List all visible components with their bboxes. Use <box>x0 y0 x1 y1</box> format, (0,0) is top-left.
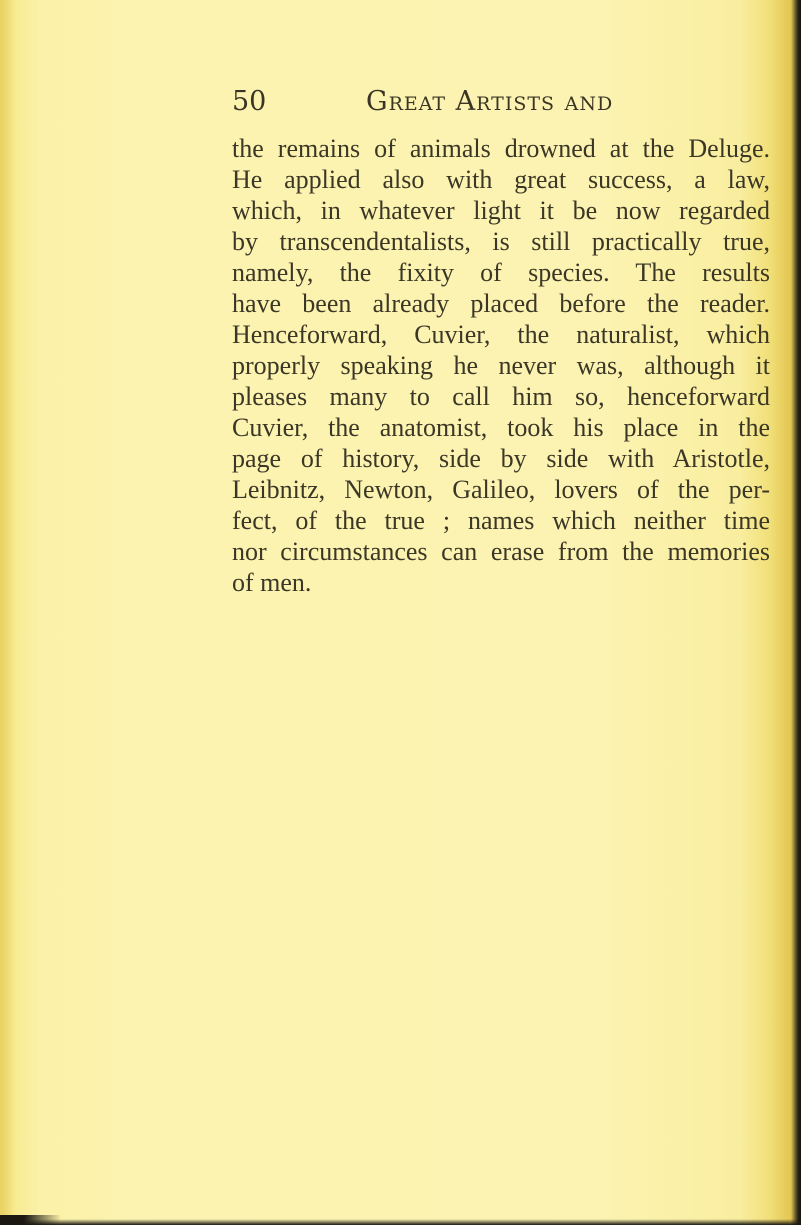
text-line: Cuvier, the anatomist, took his place in the <box>232 413 770 442</box>
text-line: of men. <box>232 568 312 597</box>
text-line: He applied also with great success, a law, <box>232 165 770 194</box>
text-line: nor circumstances can erase from the memories <box>232 537 770 566</box>
page-bottom-corner <box>0 1215 60 1225</box>
page-bottom-edge <box>0 1219 801 1225</box>
text-line: Henceforward, Cuvier, the naturalist, which <box>232 320 770 349</box>
body-paragraph <box>232 133 770 598</box>
page-header <box>232 86 792 126</box>
text-line: fect, of the true ; names which neither time <box>232 506 770 535</box>
text-line: Leibnitz, Newton, Galileo, lovers of the per- <box>232 475 770 504</box>
running-head: Great Artists and <box>366 86 614 117</box>
text-line: page of history, side by side with Aristotle, <box>232 444 770 473</box>
text-line: pleases many to call him so, henceforward <box>232 382 770 411</box>
page-left-shading <box>0 0 14 1225</box>
page-right-edge <box>791 0 801 1225</box>
text-line: by transcendentalists, is still practically true, <box>232 227 770 256</box>
text-line: properly speaking he never was, although it <box>232 351 770 380</box>
text-line: namely, the fixity of species. The results <box>232 258 770 287</box>
text-line: the remains of animals drowned at the Deluge. <box>232 134 770 163</box>
text-line: which, in whatever light it be now regarded <box>232 196 770 225</box>
text-line: have been already placed before the reader. <box>232 289 770 318</box>
page-number: 50 <box>232 86 267 117</box>
